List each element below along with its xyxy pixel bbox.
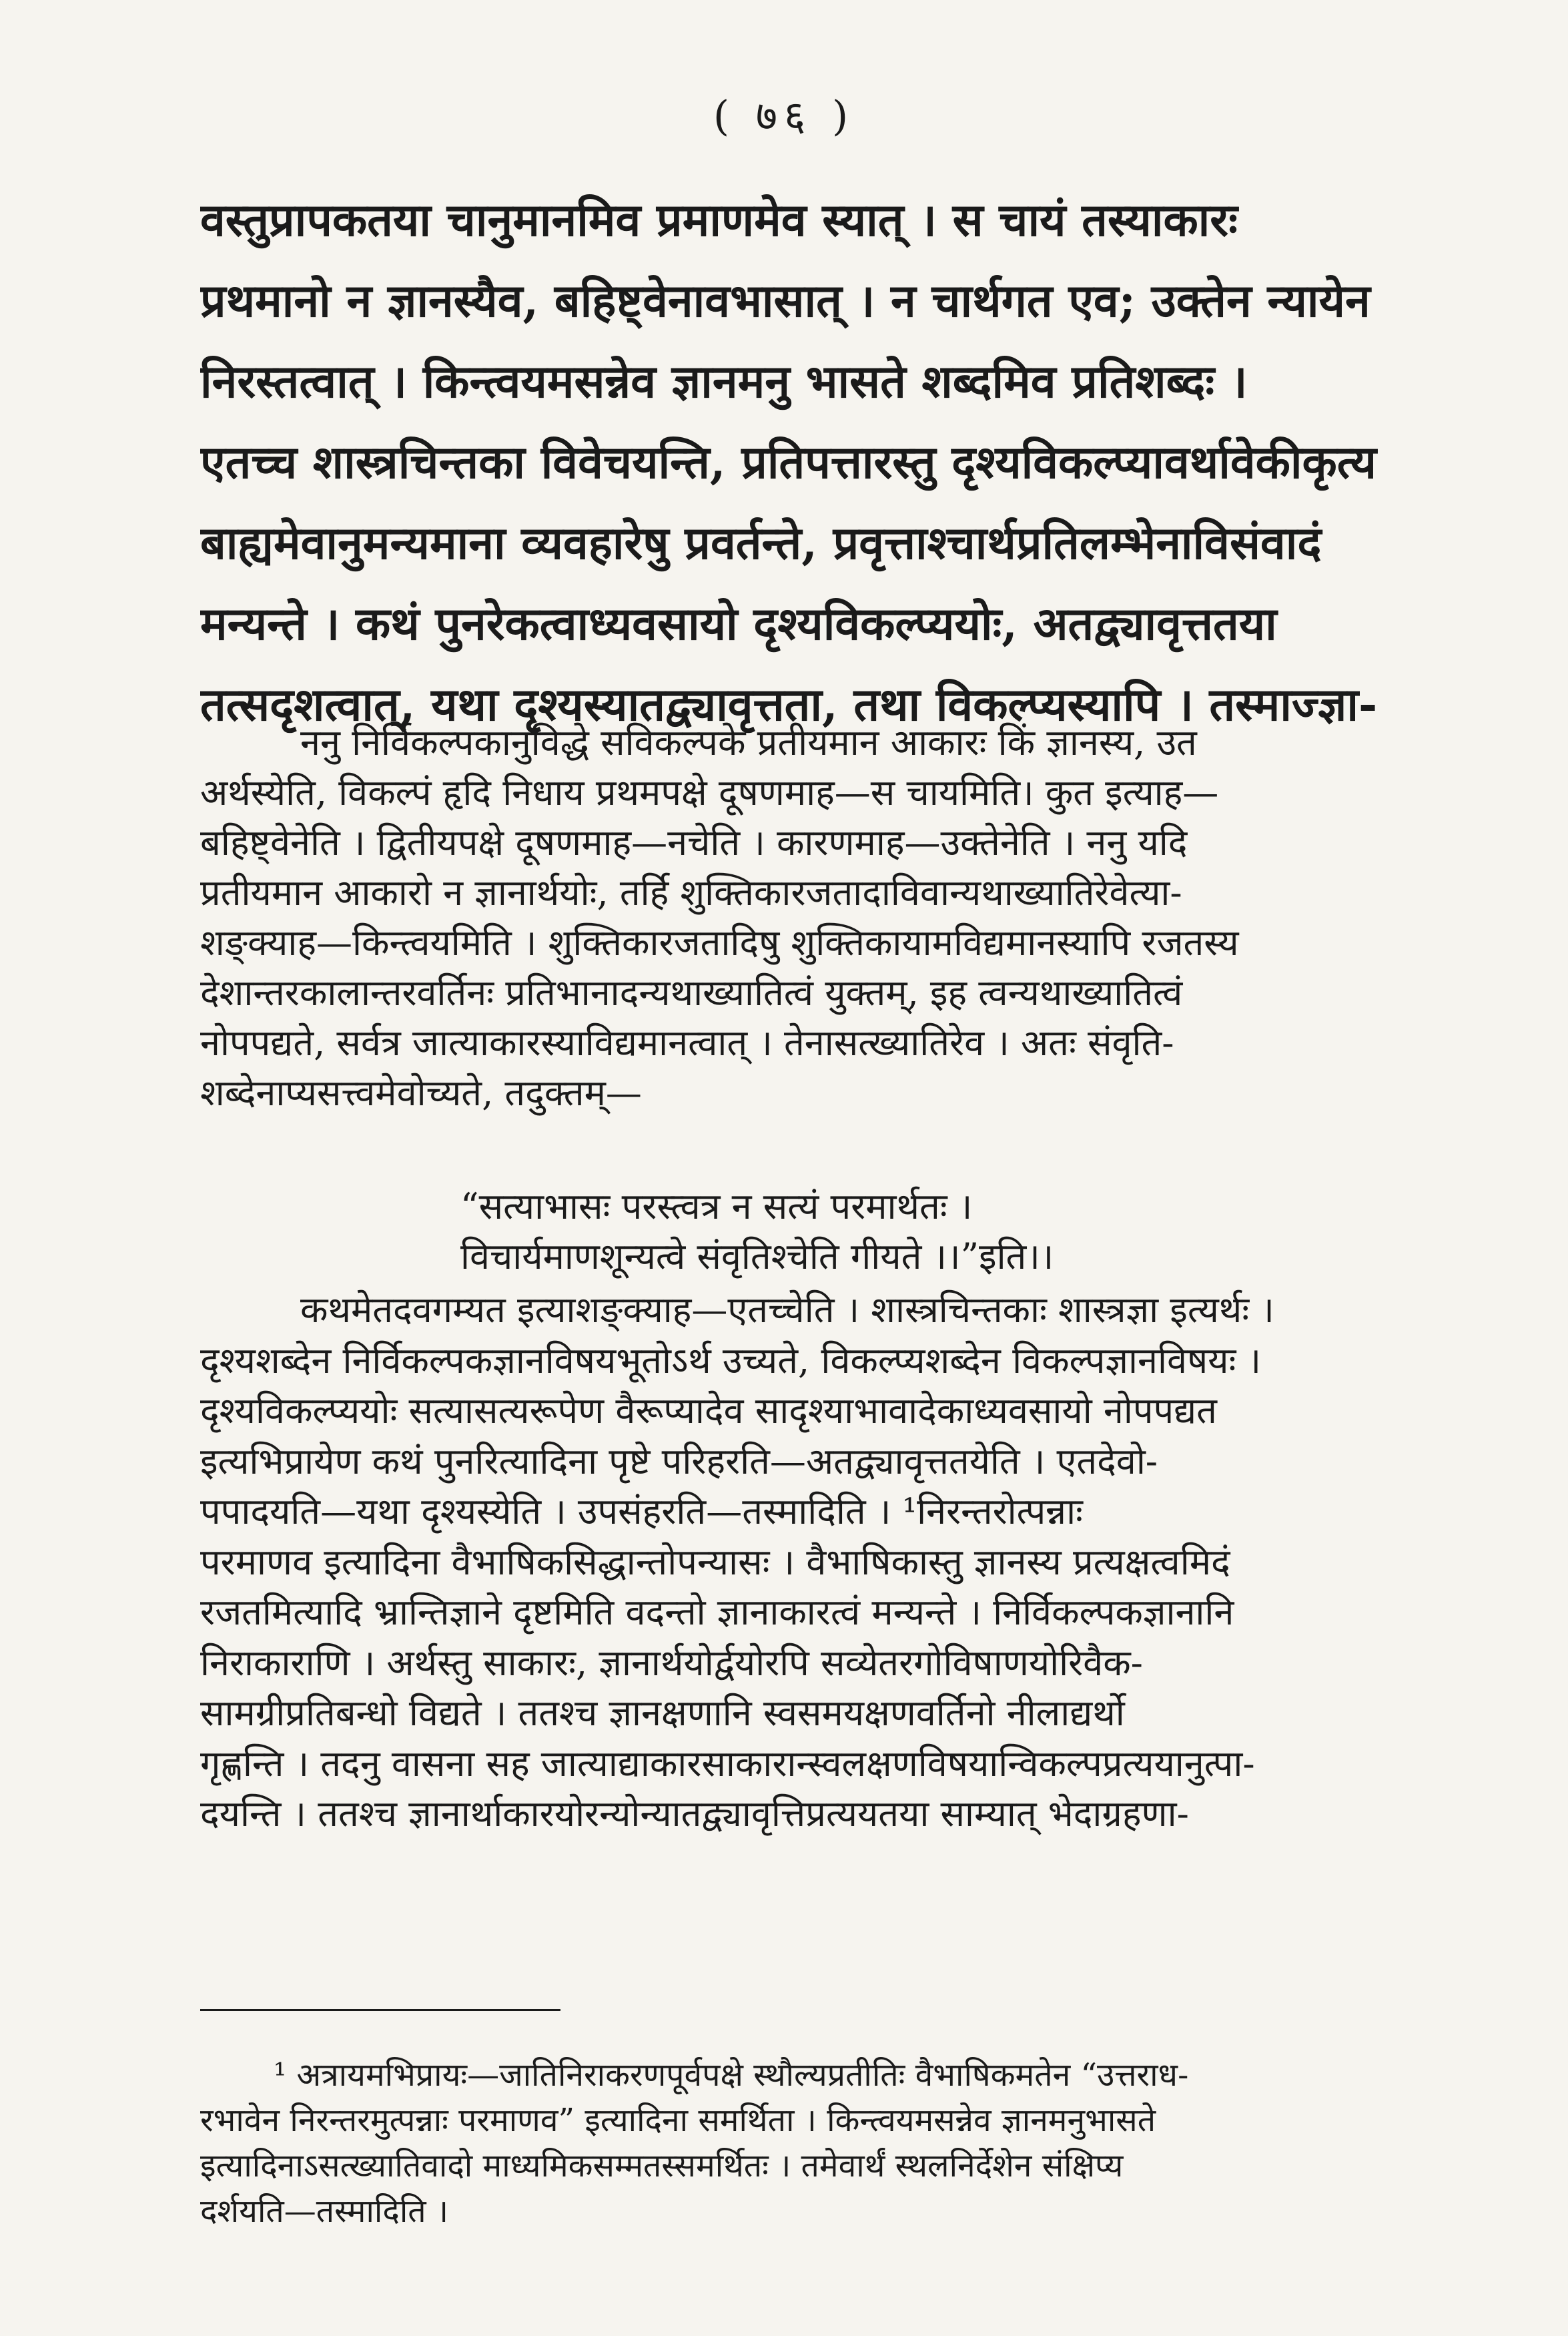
commentary-line: नोपपद्यते, सर्वत्र जात्याकारस्याविद्यमानत्वात् । तेनासत्ख्यातिरेव । अतः संवृति- [200, 1022, 1174, 1064]
commentary-line: सामग्रीप्रतिबन्धो विद्यते । ततश्च ज्ञानक्षणानि स्वसमयक्षणवर्तिनो नीलाद्यर्थो [200, 1692, 1125, 1734]
commentary-line: दृश्यशब्देन निर्विकल्पकज्ञानविषयभूतोऽर्थ उच्यते, विकल्प्यशब्देन विकल्पज्ञानविषयः । [200, 1339, 1262, 1382]
commentary-line: निराकाराणि । अर्थस्तु साकारः, ज्ञानार्थयोर्द्वयोरपि सव्येतरगोविषाणयोरिवैक- [200, 1641, 1143, 1684]
commentary-line: कथमेतदवगम्यत इत्याशङ्क्याह—एतच्चेति । शास्त्रचिन्तकाः शास्त्रज्ञा इत्यर्थः । [300, 1289, 1274, 1331]
verse-line: विचार्यमाणशून्यत्वे संवृतिश्चेति गीयते ।।”इति।। [460, 1235, 1054, 1277]
commentary-line: परमाणव इत्यादिना वैभाषिकसिद्धान्तोपन्यासः । वैभाषिकास्तु ज्ञानस्य प्रत्यक्षत्वमिदं [200, 1540, 1230, 1583]
commentary-line: ननु निर्विकल्पकानुविद्धे सविकल्पके प्रतीयमान आकारः किं ज्ञानस्य, उत [300, 721, 1197, 764]
commentary-line: दृश्यविकल्प्ययोः सत्यासत्यरूपेण वैरूप्यादेव सादृश्याभावादेकाध्यवसायो नोपपद्यत [200, 1390, 1217, 1432]
main-text-line: एतच्च शास्त्रचिन्तका विवेचयन्ति, प्रतिपत्तारस्तु दृश्यविकल्प्यावर्थावेकीकृत्य [200, 436, 1377, 489]
main-text [200, 180, 1401, 746]
verse-quotation [460, 1181, 1328, 1281]
commentary [200, 717, 1401, 1118]
main-text-line: प्रथमानो न ज्ञानस्यैव, बहिष्ट्वेनावभासात् । न चार्थगत एव; उक्तेन न्यायेन [200, 274, 1370, 328]
footnote-line: इत्यादिनाऽसत्ख्यातिवादो माध्यमिकसम्मतस्समर्थितः । तमेवार्थं स्थलनिर्देशेन संक्षिप्य [200, 2147, 1124, 2184]
commentary-line: देशान्तरकालान्तरवर्तिनः प्रतिभानादन्यथाख्यातित्वं युक्तम्, इह त्वन्यथाख्यातित्वं [200, 972, 1183, 1014]
commentary-line: दयन्ति । ततश्च ज्ञानार्थाकारयोरन्योन्यातद्व्यावृत्तिप्रत्ययतया साम्यात् भेदाग्रहणा- [200, 1793, 1189, 1835]
main-text-line: निरस्तत्वात् । किन्त्वयमसन्नेव ज्ञानमनु भासते शब्दमिव प्रतिशब्दः । [200, 355, 1248, 408]
commentary-line: शब्देनाप्यसत्त्वमेवोच्यते, तदुक्तम्— [200, 1072, 642, 1114]
footnote-line: दर्शयति—तस्मादिति । [200, 2193, 449, 2230]
commentary-line: बहिष्ट्वेनेति । द्वितीयपक्षे दूषणमाह—नचेति । कारणमाह—उक्तेनेति । ननु यदि [200, 822, 1188, 864]
main-text-line: वस्तुप्रापकतया चानुमानमिव प्रमाणमेव स्यात् । स चायं तस्याकारः [200, 194, 1238, 247]
footnote-divider [200, 2009, 560, 2011]
commentary-line: अर्थस्येति, विकल्पं हृदि निधाय प्रथमपक्षे दूषणमाह—स चायमिति। कुत इत्याह— [200, 772, 1219, 814]
main-text-line: तत्सदृशत्वात्, यथा दृश्यस्यातद्व्यावृत्तता, तथा विकल्प्यस्यापि । तस्माज्ज्ञा- [200, 678, 1378, 732]
footnote-line: ¹ अत्रायमभिप्रायः—जातिनिराकरणपूर्वपक्षे स्थौल्यप्रतीतिः वैभाषिकमतेन “उत्तराध- [274, 2056, 1189, 2094]
main-text-line: मन्यन्ते । कथं पुनरेकत्वाध्यवसायो दृश्यविकल्प्ययोः, अतद्व्यावृत्ततया [200, 597, 1277, 651]
commentary-continued [200, 1285, 1401, 1839]
commentary-line: पपादयति—यथा दृश्यस्येति । उपसंहरति—तस्मादिति । ¹निरन्तरोत्पन्नाः [200, 1490, 1083, 1532]
commentary-line: रजतमित्यादि भ्रान्तिज्ञाने दृष्टमिति वदन्तो ज्ञानाकारत्वं मन्यन्ते । निर्विकल्पकज्ञानानि [200, 1591, 1234, 1633]
commentary-line: इत्यभिप्रायेण कथं पुनरित्यादिना पृष्टे परिहरति—अतद्व्यावृत्ततयेति । एतदेवो- [200, 1440, 1158, 1482]
commentary-line: शङ्क्याह—किन्त्वयमिति । शुक्तिकारजतादिषु शुक्तिकायामविद्यमानस्यापि रजतस्य [200, 922, 1239, 964]
main-text-line: बाह्यमेवानुमन्यमाना व्यवहारेषु प्रवर्तन्ते, प्रवृत्ताश्चार्थप्रतिलम्भेनाविसंवादं [200, 517, 1322, 570]
footnote-line: रभावेन निरन्तरमुत्पन्नाः परमाणव” इत्यादिना समर्थिता । किन्त्वयमसन्नेव ज्ञानमनुभासते [200, 2102, 1156, 2139]
footnotes [200, 2052, 1401, 2234]
verse-line: “सत्याभासः परस्त्वत्र न सत्यं परमार्थतः । [460, 1185, 973, 1227]
commentary-line: प्रतीयमान आकारो न ज्ञानार्थयोः, तर्हि शुक्तिकारजतादाविवान्यथाख्यातिरेवेत्या- [200, 872, 1182, 914]
page-number: ( ७६ ) [713, 91, 855, 140]
commentary-line: गृह्णन्ति । तदनु वासना सह जात्याद्याकारसाकारान्स्वलक्षणविषयान्विकल्पप्रत्ययानुत्पा- [200, 1742, 1255, 1785]
